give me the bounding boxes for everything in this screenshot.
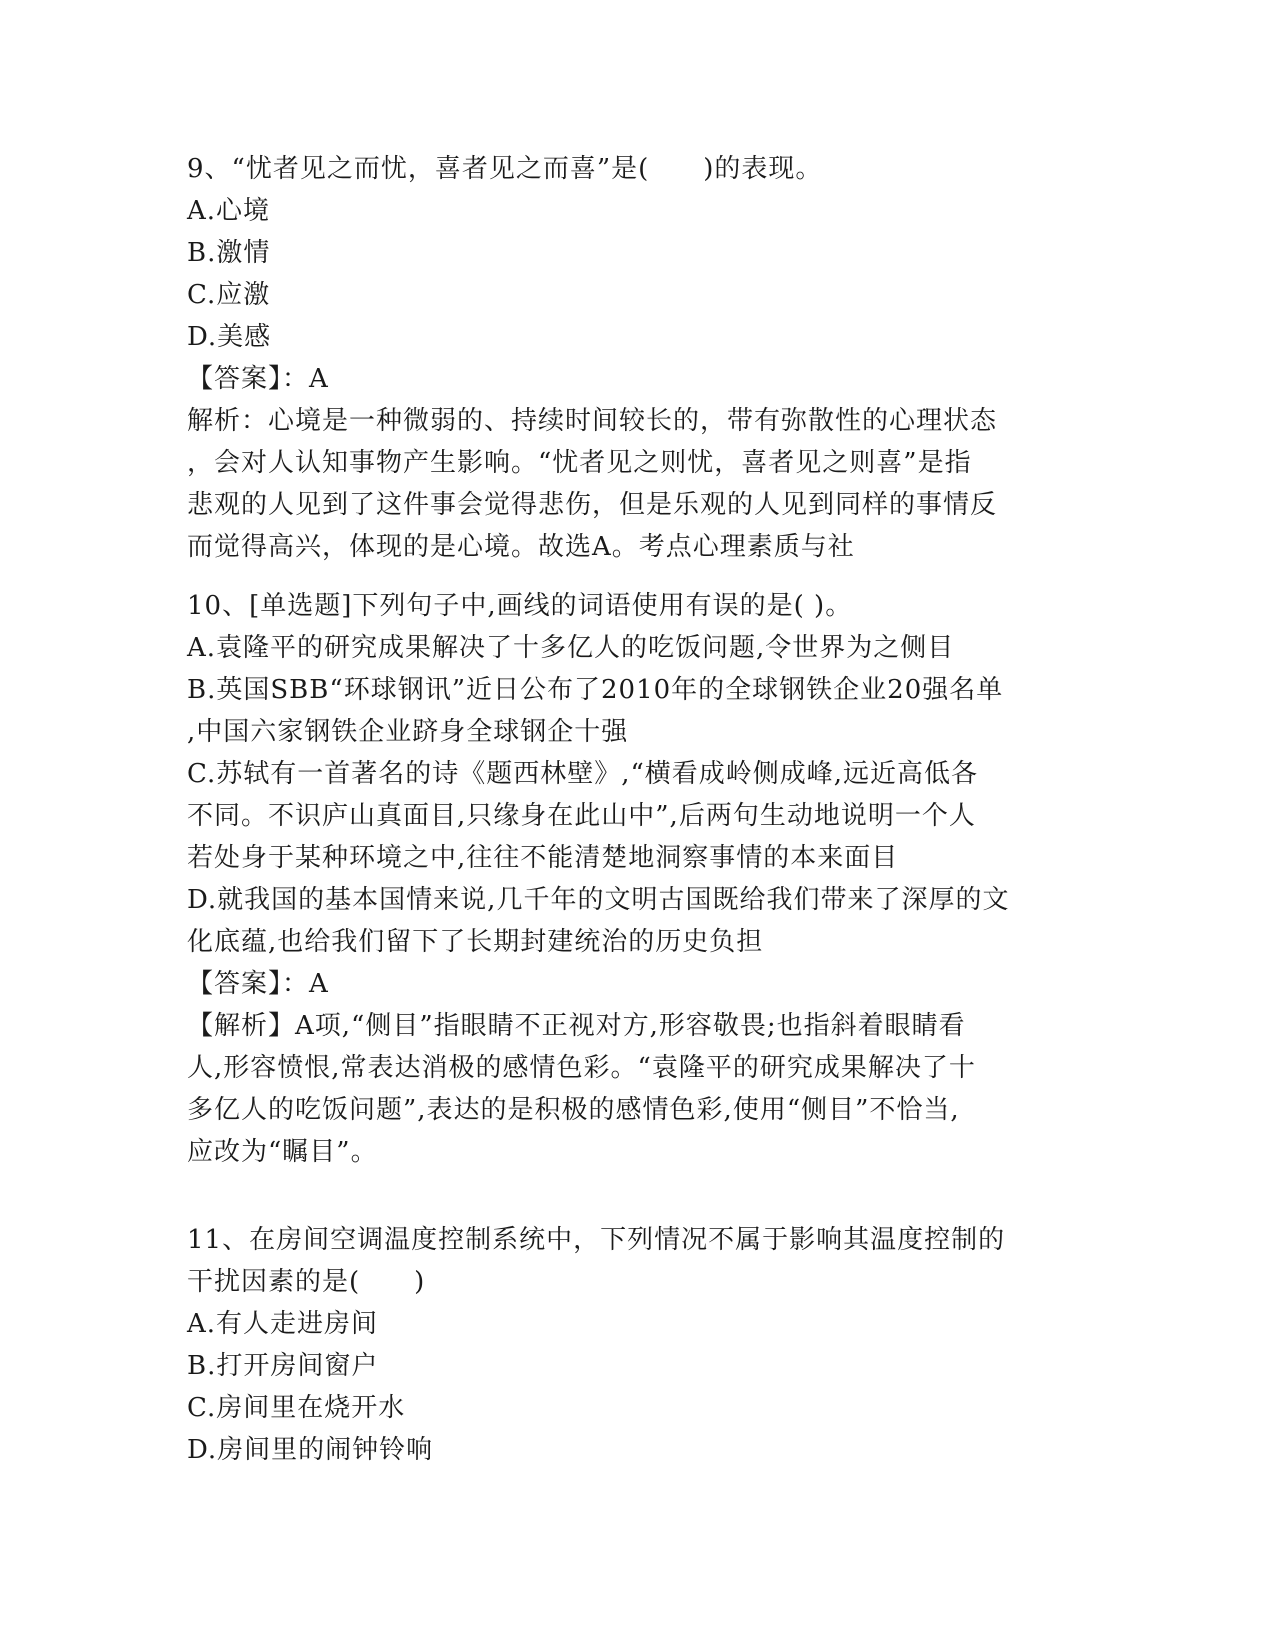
option-c: C.应激 bbox=[187, 280, 271, 310]
question-11 bbox=[187, 1219, 1087, 1471]
option-a: A.袁隆平的研究成果解决了十多亿人的吃饭问题,令世界为之侧目 bbox=[187, 633, 955, 663]
option-b: B.打开房间窗户 bbox=[187, 1351, 379, 1381]
analysis-line: ，会对人认知事物产生影响。“忧者见之则忧，喜者见之则喜”是指 bbox=[187, 448, 972, 478]
option-d-continued: 化底蕴,也给我们留下了长期封建统治的历史负担 bbox=[187, 927, 764, 957]
option-c: C.苏轼有一首著名的诗《题西林壁》,“横看成岭侧成峰,远近高低各 bbox=[187, 759, 979, 789]
analysis-line: 人,形容愤恨,常表达消极的感情色彩。“袁隆平的研究成果解决了十 bbox=[187, 1053, 976, 1083]
answer: 【答案】：A bbox=[187, 969, 329, 999]
option-b: B.激情 bbox=[187, 238, 271, 268]
analysis-line: 而觉得高兴，体现的是心境。故选A。考点心理素质与社 bbox=[187, 532, 855, 562]
option-b-continued: ,中国六家钢铁企业跻身全球钢企十强 bbox=[187, 717, 629, 747]
answer: 【答案】：A bbox=[187, 364, 329, 394]
option-d: D.房间里的闹钟铃响 bbox=[187, 1435, 434, 1465]
option-a: A.有人走进房间 bbox=[187, 1309, 379, 1339]
option-c-continued: 若处身于某种环境之中,往往不能清楚地洞察事情的本来面目 bbox=[187, 843, 899, 873]
option-c: C.房间里在烧开水 bbox=[187, 1393, 406, 1423]
option-c-continued: 不同。不识庐山真面目,只缘身在此山中”,后两句生动地说明一个人 bbox=[187, 801, 976, 831]
question-10 bbox=[187, 585, 1087, 1173]
option-a: A.心境 bbox=[187, 196, 271, 226]
question-9 bbox=[187, 148, 1087, 568]
analysis-line: 多亿人的吃饭问题”,表达的是积极的感情色彩,使用“侧目”不恰当, bbox=[187, 1095, 960, 1125]
analysis-line: 【解析】A项,“侧目”指眼睛不正视对方,形容敬畏;也指斜着眼睛看 bbox=[187, 1011, 966, 1041]
option-d: D.美感 bbox=[187, 322, 272, 352]
question-stem: 10、[单选题]下列句子中,画线的词语使用有误的是( )。 bbox=[187, 591, 853, 621]
analysis-line: 悲观的人见到了这件事会觉得悲伤，但是乐观的人见到同样的事情反 bbox=[187, 490, 998, 520]
question-stem: 9、“忧者见之而忧，喜者见之而喜”是( )的表现。 bbox=[187, 154, 823, 184]
question-stem-continued: 干扰因素的是( ) bbox=[187, 1267, 426, 1297]
option-d: D.就我国的基本国情来说,几千年的文明古国既给我们带来了深厚的文 bbox=[187, 885, 1010, 915]
analysis-line: 应改为“瞩目”。 bbox=[187, 1137, 378, 1167]
analysis-line: 解析：心境是一种微弱的、持续时间较长的，带有弥散性的心理状态 bbox=[187, 406, 998, 436]
question-stem: 11、在房间空调温度控制系统中，下列情况不属于影响其温度控制的 bbox=[187, 1225, 1006, 1255]
option-b: B.英国SBB“环球钢讯”近日公布了2010年的全球钢铁企业20强名单 bbox=[187, 675, 1004, 705]
